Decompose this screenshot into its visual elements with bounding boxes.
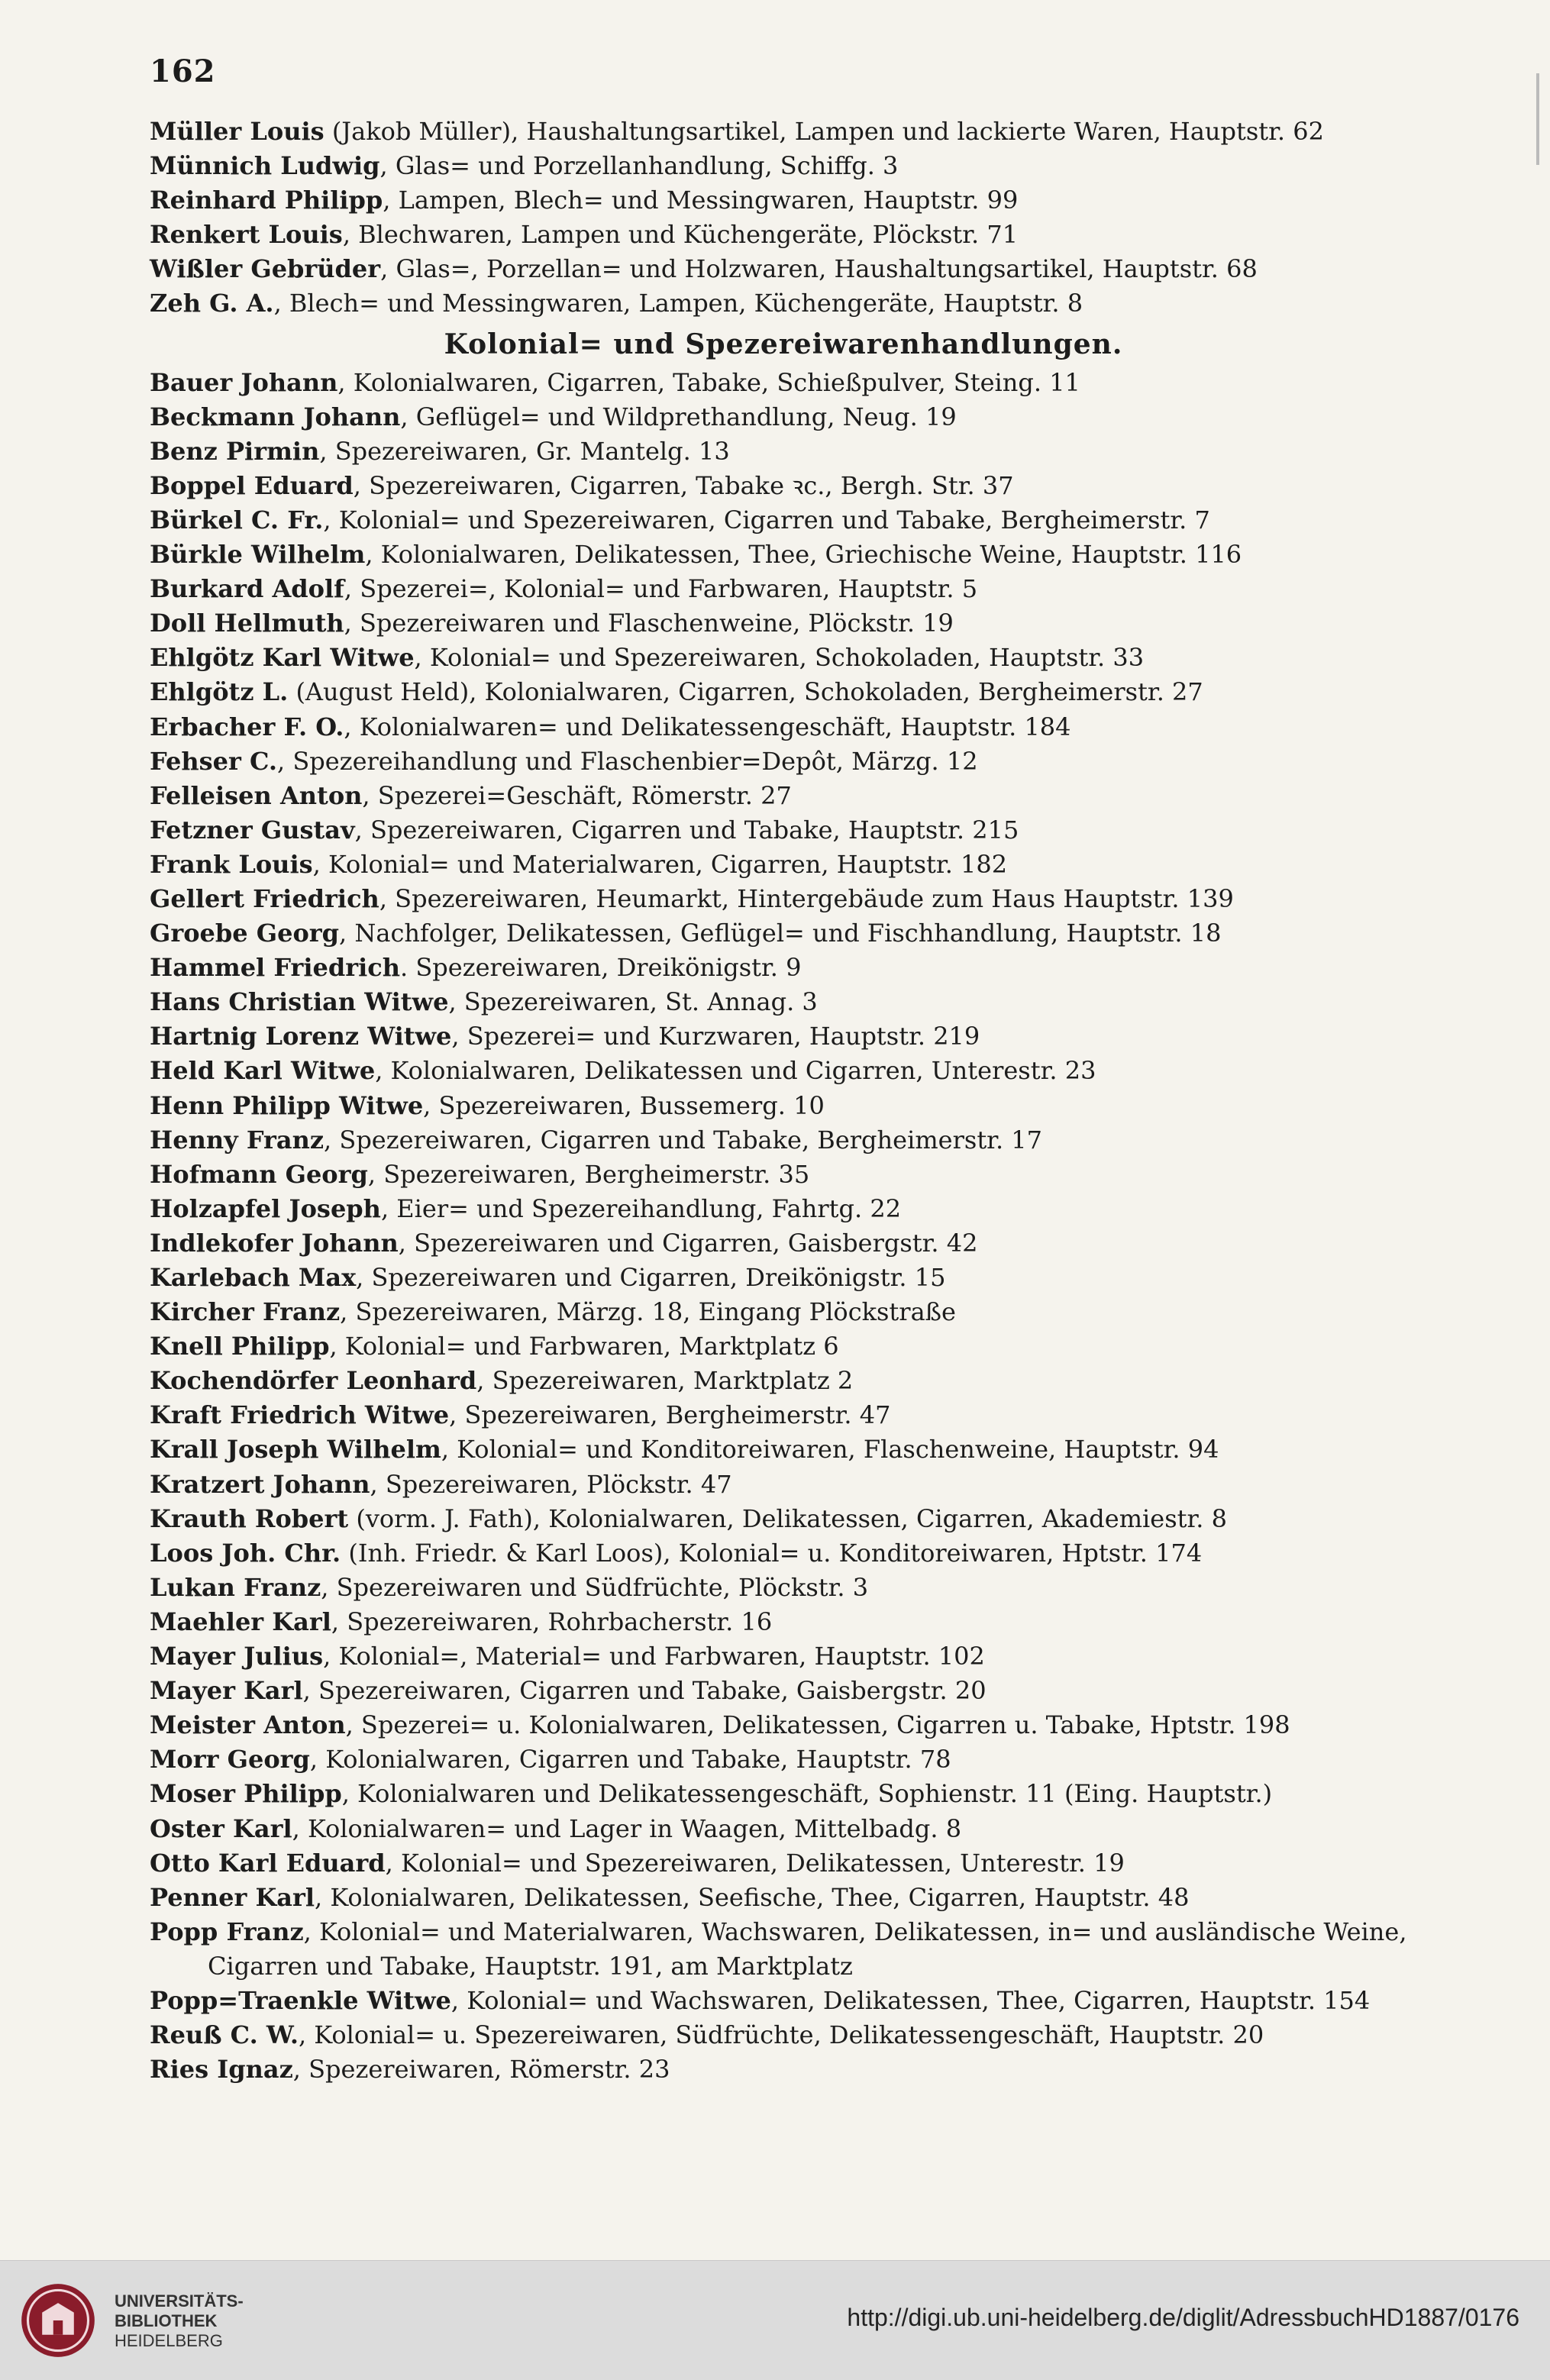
entry-details: , Kolonialwaren= und Lager in Waagen, Mittelbadg. 8 [292, 1813, 962, 1843]
directory-entry [150, 1226, 1417, 1261]
directory-entry [150, 1295, 1417, 1329]
directory-entry [150, 400, 1417, 434]
section-heading: Kolonial= und Spezereiwarenhandlungen. [444, 328, 1123, 360]
directory-entry [150, 2018, 1417, 2052]
directory-entry [150, 916, 1417, 951]
entry-details: , Kolonialwaren und Delikatessengeschäft, Sophienstr. 11 (Eing. Hauptstr.) [341, 1779, 1273, 1809]
entry-name: Burkard Adolf [150, 574, 344, 604]
entry-details: (Inh. Friedr. & Karl Loos), Kolonial= u. Konditoreiwaren, Hptstr. 174 [341, 1538, 1203, 1568]
entry-name: Lukan Franz [150, 1572, 321, 1602]
university-seal-icon [18, 2281, 98, 2360]
entry-name: Morr Georg [150, 1745, 310, 1775]
directory-entry [150, 1158, 1417, 1192]
entry-name: Ries Ignaz [150, 2055, 293, 2085]
directory-entry [150, 710, 1417, 744]
entry-name: Frank Louis [150, 849, 313, 879]
entry-details: , Kolonial= und Spezereiwaren, Schokoladen, Hauptstr. 33 [414, 643, 1145, 673]
entry-details: , Kolonial= und Konditoreiwaren, Flaschenweine, Hauptstr. 94 [441, 1435, 1219, 1464]
entry-name: Holzapfel Joseph [150, 1193, 381, 1223]
directory-listing [150, 115, 1417, 2087]
directory-entry [150, 218, 1417, 252]
entry-name: Doll Hellmuth [150, 609, 344, 638]
entry-details: , Kolonialwaren, Cigarren und Tabake, Hauptstr. 78 [309, 1745, 951, 1775]
entry-details: , Kolonialwaren, Delikatessen, Seefische, Thee, Cigarren, Hauptstr. 48 [315, 1882, 1190, 1912]
directory-entry [150, 1812, 1417, 1846]
entry-name: Renkert Louis [150, 220, 343, 250]
directory-entry [150, 951, 1417, 985]
entry-name: Knell Philipp [150, 1332, 330, 1361]
directory-entry [150, 1123, 1417, 1158]
directory-entry [150, 606, 1417, 641]
entry-name: Oster Karl [150, 1813, 292, 1843]
directory-entry [150, 1468, 1417, 1502]
entry-name: Karlebach Max [150, 1263, 357, 1292]
entry-details: , Spezereiwaren, Marktplatz 2 [476, 1366, 854, 1396]
directory-entry [150, 252, 1417, 286]
entry-name: Henny Franz [150, 1125, 325, 1154]
directory-entry [150, 1777, 1417, 1811]
directory-entry [150, 1054, 1417, 1088]
entry-name: Otto Karl Eduard [150, 1848, 386, 1878]
entry-details: , Spezereiwaren, Bergheimerstr. 47 [449, 1400, 891, 1430]
entry-details: , Spezereiwaren und Cigarren, Gaisbergstr. 42 [398, 1228, 978, 1258]
margin-mark [1536, 73, 1539, 165]
entry-details: , Spezereiwaren, Gr. Mantelg. 13 [319, 436, 730, 466]
entry-details: , Spezerei=, Kolonial= und Farbwaren, Hauptstr. 5 [344, 574, 978, 604]
directory-entry [150, 1261, 1417, 1295]
directory-entry [150, 1192, 1417, 1226]
directory-entry [150, 1984, 1417, 2018]
entry-name: Beckmann Johann [150, 402, 401, 431]
directory-entry [150, 1674, 1417, 1708]
entry-details: , Spezereiwaren, Rohrbacherstr. 16 [331, 1607, 773, 1636]
entry-name: Bauer Johann [150, 367, 338, 397]
entry-name: Ehlgötz L. [150, 677, 289, 707]
entry-details: , Blech= und Messingwaren, Lampen, Küchengeräte, Hauptstr. 8 [273, 289, 1083, 318]
entry-details: , Nachfolger, Delikatessen, Geflügel= und Fischhandlung, Hauptstr. 18 [339, 919, 1222, 948]
entry-name: Reinhard Philipp [150, 186, 383, 215]
entry-details: , Kolonialwaren, Delikatessen und Cigarren, Unterestr. 23 [375, 1056, 1096, 1086]
directory-entry [150, 1364, 1417, 1398]
directory-entry [150, 1502, 1417, 1536]
entry-name: Hartnig Lorenz Witwe [150, 1022, 452, 1051]
institution-line-2: BIBLIOTHEK [115, 2311, 218, 2330]
entry-name: Hans Christian Witwe [150, 987, 449, 1017]
entry-details: , Kolonial= und Materialwaren, Wachswaren, Delikatessen, in= und ausländische Weine, Cigarren und Tabake, Hauptstr. 191, am Marktplatz [208, 1917, 1407, 1981]
entry-details: , Spezereiwaren und Cigarren, Dreikönigstr. 15 [356, 1263, 946, 1292]
directory-entry [150, 1089, 1417, 1123]
entry-name: Wißler Gebrüder [150, 254, 381, 284]
entry-name: Krall Joseph Wilhelm [150, 1435, 441, 1464]
directory-entry [150, 1742, 1417, 1777]
entry-details: , Kolonial= und Materialwaren, Cigarren, Hauptstr. 182 [312, 849, 1008, 879]
directory-entry [150, 882, 1417, 916]
entry-details: , Spezereiwaren, Cigarren, Tabake ꝛc., Bergh. Str. 37 [353, 470, 1014, 500]
directory-entry [150, 675, 1417, 709]
directory-entry [150, 286, 1417, 321]
entry-name: Gellert Friedrich [150, 883, 379, 913]
directory-entry [150, 813, 1417, 848]
entry-name: Popp=Traenkle Witwe [150, 1985, 451, 2015]
entry-details: , Glas=, Porzellan= und Holzwaren, Haushaltungsartikel, Hauptstr. 68 [380, 254, 1258, 284]
entry-details: , Spezereiwaren und Südfrüchte, Plöckstr. 3 [321, 1572, 869, 1602]
directory-entry [150, 744, 1417, 779]
entry-name: Münnich Ludwig [150, 151, 380, 181]
entry-details: , Kolonialwaren= und Delikatessengeschäft, Hauptstr. 184 [344, 712, 1071, 741]
directory-entry [150, 779, 1417, 813]
entry-details: (Jakob Müller), Haushaltungsartikel, Lampen und lackierte Waren, Hauptstr. 62 [324, 117, 1324, 146]
entry-details: , Spezereiwaren, Heumarkt, Hintergebäude zum Haus Hauptstr. 139 [379, 883, 1234, 913]
entry-details: , Blechwaren, Lampen und Küchengeräte, Plöckstr. 71 [342, 220, 1019, 250]
source-url-link[interactable]: http://digi.ub.uni-heidelberg.de/diglit/AdressbuchHD1887/0176 [847, 2304, 1519, 2331]
entry-details: , Spezereihandlung und Flaschenbier=Depôt, Märzg. 12 [277, 746, 978, 776]
entry-name: Fehser C. [150, 746, 278, 776]
entry-details: , Kolonial= und Spezereiwaren, Cigarren und Tabake, Bergheimerstr. 7 [323, 505, 1210, 534]
institution-line-3: HEIDELBERG [115, 2331, 223, 2350]
directory-entry [150, 1329, 1417, 1364]
entry-details: , Spezereiwaren, Plöckstr. 47 [370, 1469, 732, 1499]
directory-entry [150, 434, 1417, 469]
entry-details: , Spezerei= und Kurzwaren, Hauptstr. 219 [451, 1022, 980, 1051]
entry-details: , Kolonial= und Wachswaren, Delikatessen, Thee, Cigarren, Hauptstr. 154 [450, 1985, 1371, 2015]
entry-name: Bürkle Wilhelm [150, 540, 366, 570]
directory-entry [150, 149, 1417, 183]
grocery-list [150, 366, 1417, 2088]
entry-name: Hofmann Georg [150, 1159, 368, 1189]
entry-name: Boppel Eduard [150, 470, 354, 500]
entry-details: , Spezereiwaren und Flaschenweine, Plöckstr. 19 [344, 609, 954, 638]
institution-line-1: UNIVERSITÄTS- [115, 2291, 244, 2311]
entry-details: , Spezereiwaren, Bergheimerstr. 35 [367, 1159, 810, 1189]
directory-entry [150, 1432, 1417, 1467]
entry-name: Erbacher F. O. [150, 712, 344, 741]
entry-name: Mayer Karl [150, 1676, 303, 1706]
entry-name: Mayer Julius [150, 1642, 324, 1671]
entry-name: Popp Franz [150, 1917, 304, 1946]
entry-details: (vorm. J. Fath), Kolonialwaren, Delikatessen, Cigarren, Akademiestr. 8 [348, 1503, 1227, 1533]
entry-details: , Spezereiwaren, Cigarren und Tabake, Gaisbergstr. 20 [302, 1676, 987, 1706]
directory-entry [150, 1639, 1417, 1674]
entry-name: Maehler Karl [150, 1607, 331, 1636]
entry-details: , Spezereiwaren, Märzg. 18, Eingang Plöckstraße [340, 1297, 956, 1327]
entry-details: , Spezereiwaren, Cigarren und Tabake, Hauptstr. 215 [354, 815, 1019, 844]
directory-entry [150, 1605, 1417, 1639]
directory-entry [150, 1536, 1417, 1571]
directory-entry [150, 1915, 1417, 1984]
entry-name: Loos Joh. Chr. [150, 1538, 341, 1568]
entry-details: , Glas= und Porzellanhandlung, Schiffg. 3 [379, 151, 899, 181]
entry-name: Bürkel C. Fr. [150, 505, 324, 534]
entry-name: Moser Philipp [150, 1779, 342, 1809]
entry-details: , Kolonialwaren, Delikatessen, Thee, Griechische Weine, Hauptstr. 116 [365, 540, 1242, 570]
entry-name: Kraft Friedrich Witwe [150, 1400, 450, 1430]
entry-details: . Spezereiwaren, Dreikönigstr. 9 [400, 953, 802, 983]
directory-entry [150, 1571, 1417, 1605]
entry-details: , Geflügel= und Wildprethandlung, Neug. 19 [400, 402, 957, 431]
entry-name: Meister Anton [150, 1710, 346, 1740]
entry-name: Groebe Georg [150, 919, 340, 948]
directory-entry [150, 1881, 1417, 1915]
directory-entry [150, 469, 1417, 503]
directory-entry [150, 183, 1417, 218]
entry-details: , Kolonialwaren, Cigarren, Tabake, Schießpulver, Steing. 11 [337, 367, 1080, 397]
entry-name: Zeh G. A. [150, 289, 274, 318]
entry-details: , Spezerei= u. Kolonialwaren, Delikatessen, Cigarren u. Tabake, Hptstr. 198 [345, 1710, 1290, 1740]
entry-name: Hammel Friedrich [150, 953, 401, 983]
household-goods-list [150, 115, 1417, 321]
entry-name: Henn Philipp Witwe [150, 1090, 424, 1120]
entry-name: Reuß C. W. [150, 2020, 299, 2050]
entry-details: (August Held), Kolonialwaren, Cigarren, Schokoladen, Bergheimerstr. 27 [288, 677, 1203, 707]
entry-name: Fetzner Gustav [150, 815, 355, 844]
entry-details: , Spezereiwaren, St. Annag. 3 [448, 987, 818, 1017]
entry-details: , Spezereiwaren, Cigarren und Tabake, Bergheimerstr. 17 [324, 1125, 1043, 1154]
directory-entry [150, 1846, 1417, 1881]
directory-entry [150, 503, 1417, 538]
entry-name: Müller Louis [150, 117, 325, 146]
entry-details: , Kolonial= und Spezereiwaren, Delikatessen, Unterestr. 19 [385, 1848, 1125, 1878]
entry-details: , Spezereiwaren, Bussemerg. 10 [423, 1090, 825, 1120]
footer-bar [0, 2260, 1550, 2380]
directory-entry [150, 115, 1417, 149]
page-number: 162 [150, 53, 216, 89]
entry-name: Ehlgötz Karl Witwe [150, 643, 415, 673]
entry-name: Held Karl Witwe [150, 1056, 376, 1086]
entry-name: Benz Pirmin [150, 436, 320, 466]
entry-name: Penner Karl [150, 1882, 315, 1912]
directory-entry [150, 538, 1417, 572]
entry-details: , Spezerei=Geschäft, Römerstr. 27 [362, 780, 792, 810]
directory-entry [150, 848, 1417, 882]
entry-name: Kochendörfer Leonhard [150, 1366, 477, 1396]
institution-name [115, 2291, 244, 2351]
directory-entry [150, 572, 1417, 606]
entry-details: , Spezereiwaren, Römerstr. 23 [292, 2055, 670, 2085]
directory-entry [150, 641, 1417, 675]
entry-name: Kratzert Johann [150, 1469, 370, 1499]
entry-details: , Kolonial= und Farbwaren, Marktplatz 6 [329, 1332, 839, 1361]
entry-name: Indlekofer Johann [150, 1228, 399, 1258]
entry-details: , Eier= und Spezereihandlung, Fahrtg. 22 [380, 1193, 902, 1223]
entry-details: , Lampen, Blech= und Messingwaren, Hauptstr. 99 [383, 186, 1019, 215]
directory-entry [150, 2052, 1417, 2087]
entry-name: Kircher Franz [150, 1297, 341, 1327]
entry-name: Krauth Robert [150, 1503, 349, 1533]
directory-entry [150, 1398, 1417, 1432]
directory-entry [150, 985, 1417, 1019]
entry-details: , Kolonial=, Material= und Farbwaren, Hauptstr. 102 [323, 1642, 985, 1671]
entry-name: Felleisen Anton [150, 780, 363, 810]
directory-entry [150, 1708, 1417, 1742]
directory-entry [150, 366, 1417, 400]
directory-entry [150, 1019, 1417, 1054]
entry-details: , Kolonial= u. Spezereiwaren, Südfrüchte, Delikatessengeschäft, Hauptstr. 20 [298, 2020, 1264, 2050]
